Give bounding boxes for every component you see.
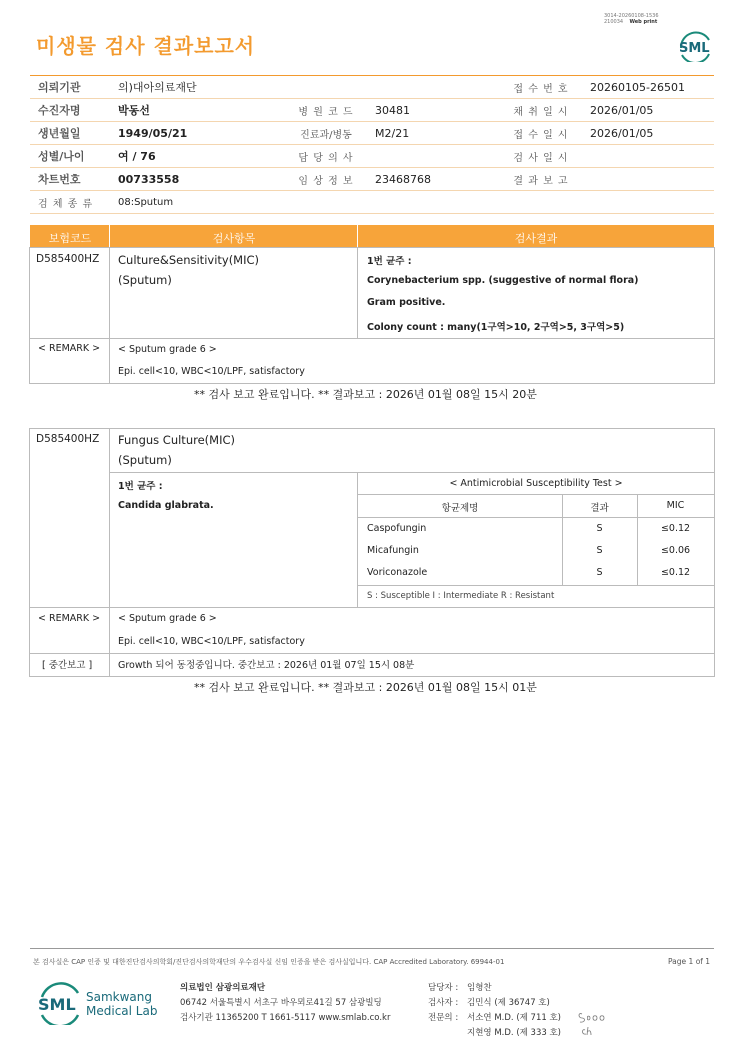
sex-age-value: 여 / 76	[110, 145, 285, 168]
specimen-value: 08:Sputum	[110, 191, 714, 214]
receipt-no-label: 접 수 번 호	[500, 76, 582, 99]
ast-row-drug: Micafungin	[367, 545, 419, 556]
ast-row-result: S	[596, 545, 603, 556]
clinical-value: 23468768	[367, 168, 500, 191]
org-name: 의료법인 삼광의료재단	[180, 983, 266, 993]
interim-label: [ 중간보고 ]	[42, 660, 93, 671]
test-date-value	[582, 145, 714, 168]
patient-value: 박동선	[110, 99, 285, 122]
fungus-organism: Candida glabrata.	[118, 500, 214, 511]
web-print-label: Web print	[629, 19, 658, 25]
dept-label: 진료과/병동	[285, 122, 367, 145]
patient-info-table	[30, 75, 714, 214]
receipt-no-value: 20260105-26501	[582, 76, 714, 99]
tester-label: 검사자 :	[428, 998, 459, 1008]
col-code-header: 보험코드	[48, 232, 92, 245]
tester-name: 김민식 (제 36747 호)	[467, 998, 550, 1008]
collect-date-label: 채 취 일 시	[500, 99, 582, 122]
logo-text-medical-lab: Medical Lab	[86, 1004, 158, 1018]
birth-value: 1949/05/21	[110, 122, 285, 145]
certification-text: 본 검사실은 CAP 인증 및 대한진단검사의학회/진단검사의학재단의 우수검사실 신임 인증을 받은 검사실입니다. CAP Accredited Laboratory. 69944-01	[33, 958, 505, 966]
dept-value: M2/21	[367, 122, 500, 145]
collect-date-value: 2026/01/05	[582, 99, 714, 122]
logo-text-samkwang: Samkwang	[86, 990, 152, 1004]
hospital-code-label: 병 원 코 드	[285, 99, 367, 122]
chart-label: 차트번호	[30, 168, 110, 191]
receipt-date-label: 접 수 일 시	[500, 122, 582, 145]
sex-age-label: 성별/나이	[30, 145, 110, 168]
report-value	[582, 168, 714, 191]
specimen-label: 검 체 종 류	[30, 191, 110, 214]
specialist-2: 지현영 M.D. (제 333 호)	[467, 1028, 562, 1038]
svg-text:SML: SML	[679, 41, 710, 56]
fungus-specimen: (Sputum)	[118, 453, 172, 467]
ast-header-drug: 항균제명	[441, 503, 479, 514]
fungus-complete: ** 검사 보고 완료입니다. ** 결과보고 : 2026년 01월 08일 15시 01분	[194, 681, 537, 694]
requester-label: 의뢰기관	[30, 76, 110, 99]
ast-header-result: 결과	[590, 503, 609, 514]
signature-image	[576, 1008, 610, 1040]
fungus-remark1: < Sputum grade 6 >	[118, 613, 217, 624]
culture-strain-label: 1번 균주 :	[367, 256, 412, 267]
print-code-line1: 3014-20260108-1536	[604, 13, 659, 19]
interim-text: Growth 되어 동정중입니다. 중간보고 : 2026년 01월 07일 15시 08분	[118, 660, 415, 671]
ast-title: < Antimicrobial Susceptibility Test >	[449, 478, 623, 489]
ast-row-mic: ≤0.06	[660, 545, 691, 556]
ast-row-result: S	[596, 523, 603, 534]
ast-row-drug: Voriconazole	[367, 567, 428, 578]
culture-code: D585400HZ	[36, 253, 100, 265]
manager-name: 임형찬	[467, 983, 492, 993]
print-code	[604, 13, 659, 25]
ast-row-result: S	[596, 567, 603, 578]
print-code-line2: 210034	[604, 19, 624, 25]
page-number: Page 1 of 1	[668, 957, 711, 966]
fungus-remark2: Epi. cell<10, WBC<10/LPF, satisfactory	[118, 636, 305, 647]
results-header	[30, 225, 714, 247]
birth-label: 생년월일	[30, 122, 110, 145]
samkwang-logo	[36, 981, 84, 1025]
test-date-label: 검 사 일 시	[500, 145, 582, 168]
specialist-label: 전문의 :	[428, 1013, 459, 1023]
ast-header-mic: MIC	[666, 500, 685, 511]
fungus-strain-label: 1번 균주 :	[118, 481, 163, 492]
ast-row-mic: ≤0.12	[660, 523, 691, 534]
ast-legend: S : Susceptible I : Intermediate R : Resistant	[367, 591, 555, 601]
requester-value: 의)대아의료재단	[110, 76, 500, 99]
culture-remark-label: < REMARK >	[38, 343, 101, 354]
report-label: 결 과 보 고	[500, 168, 582, 191]
specialist-1: 서소연 M.D. (제 711 호)	[467, 1013, 562, 1023]
chart-value: 00733558	[110, 168, 285, 191]
col-result-header: 검사결과	[514, 232, 558, 245]
clinical-label: 임 상 정 보	[285, 168, 367, 191]
sml-logo	[676, 28, 714, 62]
fungus-remark-label: < REMARK >	[38, 613, 101, 624]
doctor-value	[367, 145, 500, 168]
org-contact: 검사기관 11365200 T 1661-5117 www.smlab.co.kr	[180, 1013, 391, 1023]
culture-test-name: Culture&Sensitivity(MIC)	[118, 253, 260, 267]
ast-row-mic: ≤0.12	[660, 567, 691, 578]
culture-organism: Corynebacterium spp. (suggestive of normal flora)	[367, 275, 639, 286]
svg-text:SML: SML	[38, 995, 76, 1014]
manager-label: 담당자 :	[428, 983, 459, 993]
ast-row-drug: Caspofungin	[367, 523, 427, 534]
org-address: 06742 서울특별시 서초구 바우뫼로41길 57 삼광빌딩	[180, 998, 382, 1008]
col-item-header: 검사항목	[212, 232, 256, 245]
culture-complete: ** 검사 보고 완료입니다. ** 결과보고 : 2026년 01월 08일 15시 20분	[194, 388, 537, 401]
culture-section	[29, 247, 715, 384]
culture-colony: Colony count : many(1구역>10, 2구역>5, 3구역>5)	[367, 322, 625, 333]
fungus-test-name: Fungus Culture(MIC)	[118, 433, 235, 447]
receipt-date-value: 2026/01/05	[582, 122, 714, 145]
doctor-label: 담 당 의 사	[285, 145, 367, 168]
report-title: 미생물 검사 결과보고서	[36, 34, 256, 58]
culture-remark1: < Sputum grade 6 >	[118, 344, 217, 355]
culture-gram: Gram positive.	[367, 297, 446, 308]
patient-label: 수진자명	[30, 99, 110, 122]
culture-specimen: (Sputum)	[118, 273, 172, 287]
fungus-code: D585400HZ	[36, 433, 100, 445]
hospital-code-value: 30481	[367, 99, 500, 122]
culture-remark2: Epi. cell<10, WBC<10/LPF, satisfactory	[118, 366, 305, 377]
